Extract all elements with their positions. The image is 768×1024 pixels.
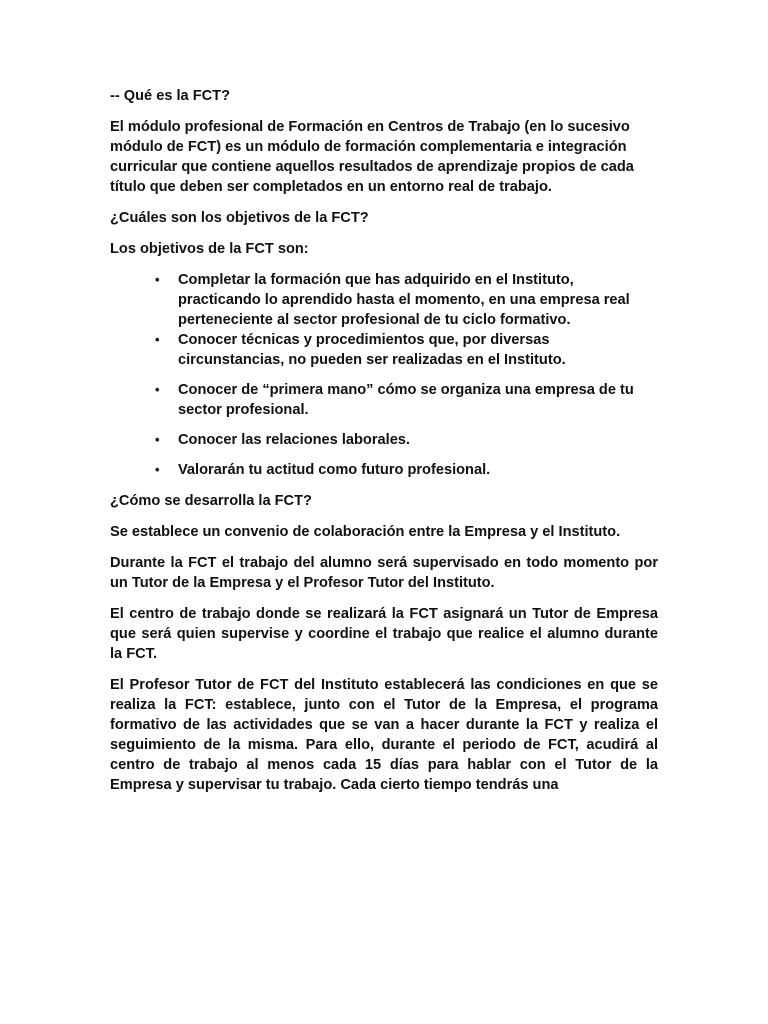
bullet-icon: • (155, 432, 160, 447)
section-heading-what-is-fct: -- Qué es la FCT? (110, 88, 231, 104)
body-paragraph: Durante la FCT el trabajo del alumno será supervisado en todo momento por un Tutor de la Empresa y el Profesor Tutor del Instituto. (110, 555, 658, 591)
objective-item (110, 330, 658, 370)
bullet-icon: • (155, 382, 160, 397)
objective-item (110, 430, 658, 450)
intro-paragraph: El módulo profesional de Formación en Centros de Trabajo (en lo sucesivo módulo de FCT) es un módulo de formación complementaria e integración curricular que contiene aquellos resultados de aprendizaje propios de cada título que deben ser completados en un entorno real de trabajo. (110, 119, 634, 195)
objectives-intro: Los objetivos de la FCT son: (110, 241, 309, 257)
objective-item (110, 380, 658, 420)
bullet-icon: • (155, 332, 160, 347)
document-page (110, 86, 658, 806)
objective-text: Conocer de “primera mano” cómo se organiza una empresa de tu sector profesional. (178, 382, 634, 418)
objectives-list (110, 270, 658, 480)
objective-text: Completar la formación que has adquirido en el Instituto, practicando lo aprendido hasta el momento, en una empresa real perteneciente al sector profesional de tu ciclo formativo. (178, 272, 630, 328)
objectives-question: ¿Cuáles son los objetivos de la FCT? (110, 210, 369, 226)
body-paragraph: Se establece un convenio de colaboración entre la Empresa y el Instituto. (110, 524, 621, 540)
objective-text: Conocer las relaciones laborales. (178, 432, 410, 448)
body-paragraph: El Profesor Tutor de FCT del Instituto establecerá las condiciones en que se realiza la FCT: establece, junto con el Tutor de la Empresa, el programa formativo de las actividades que se van a hacer durante la FCT y realiza el seguimiento de la misma. Para ello, durante el periodo de FCT, acudirá al centro de trabajo al menos cada 15 días para hablar con el Tutor de la Empresa y supervisar tu trabajo. Cada cierto tiempo tendrás una (110, 677, 658, 793)
objective-text: Conocer técnicas y procedimientos que, por diversas circunstancias, no pueden ser realizadas en el Instituto. (178, 332, 566, 368)
objective-item (110, 460, 658, 480)
bullet-icon: • (155, 462, 160, 477)
bullet-icon: • (155, 272, 160, 287)
objective-text: Valorarán tu actitud como futuro profesional. (178, 462, 491, 478)
body-paragraph: El centro de trabajo donde se realizará la FCT asignará un Tutor de Empresa que será quien supervise y coordine el trabajo que realice el alumno durante la FCT. (110, 606, 658, 662)
objective-item (110, 270, 658, 330)
development-question: ¿Cómo se desarrolla la FCT? (110, 493, 312, 509)
